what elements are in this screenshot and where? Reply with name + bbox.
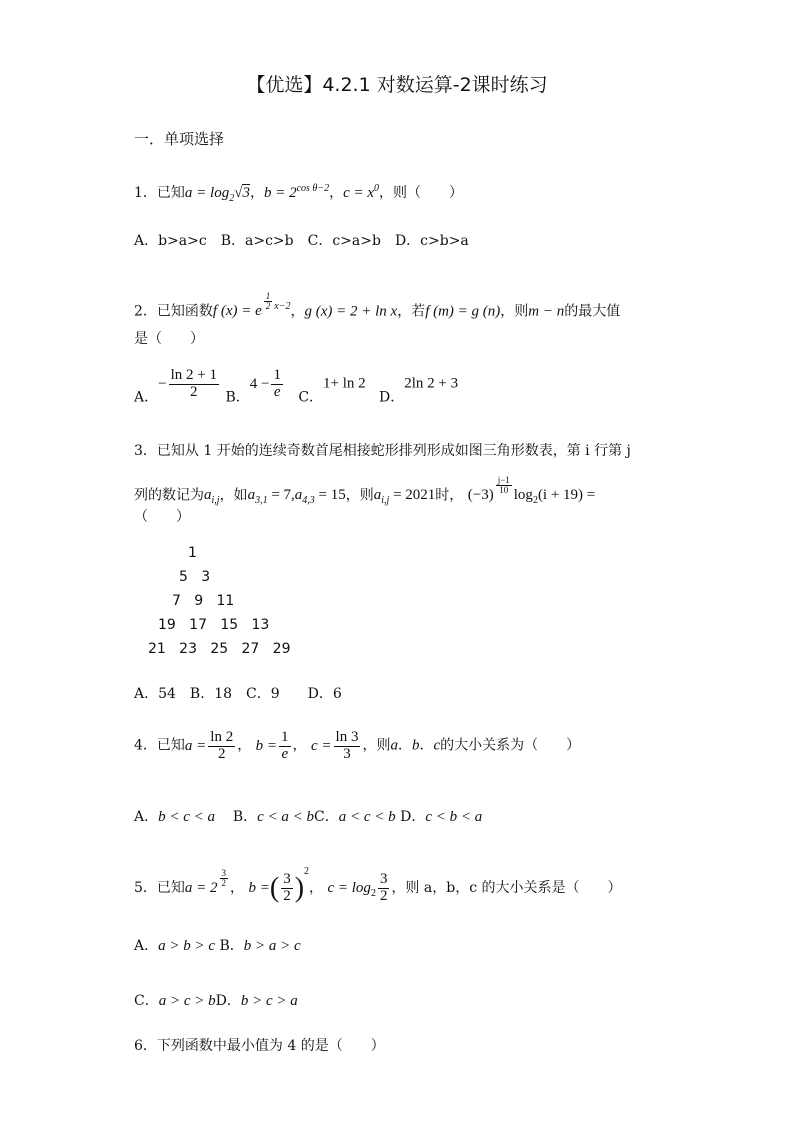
q1-c-formula: $c = x^0$: [343, 183, 380, 201]
q3-expression: (−3) $^{\frac{j-1}{10}}$ $\log_2(i + 19)$ =: [467, 475, 596, 507]
q2-options: [134, 368, 458, 407]
triangle-row-5: 21 23 25 27 29: [148, 641, 291, 657]
question-5: 5．已知a = 2 $^{\frac{3}{2}}$ ， b =( $\frac{3}{2}$ )$^2$， $c = \log_2$ $\frac{3}{2}$ ，则 a，b，c 的大小关系是（ ）: [134, 866, 622, 905]
q1-suffix: ，则（ ）: [379, 185, 464, 201]
q3-line3: （ ）: [134, 509, 190, 525]
q2-opt-a: − $\frac{\ln 2 + 1}{2}$: [158, 367, 217, 400]
q2-condition: f (m) = g (n): [425, 303, 501, 320]
q2-line2: 是（ ）: [134, 331, 204, 347]
q2-g-formula: g (x) = 2 + ln x: [304, 303, 398, 320]
q4-opt-d: c < b < a: [425, 809, 483, 825]
q4-a-formula: a = $\frac{\ln 2}{2}$: [184, 729, 234, 762]
q2-f-formula: f (x) = e $^{\frac{1}{2} x-2}$: [212, 291, 291, 320]
q3-condition: $a_{i,j} = 2021$: [373, 487, 436, 507]
q2-opt-d: 2ln 2 + 3: [404, 375, 459, 392]
q1-prefix: 1．已知: [134, 185, 185, 201]
q2-opt-c: 1+ ln 2: [323, 375, 366, 392]
q5-a-formula: a = 2 $^{\frac{3}{2}}$: [184, 867, 227, 896]
question-2: 2．已知函数f (x) = e $^{\frac{1}{2} x-2}$，g (x) = 2 + ln x，若f (m) = g (n)，则m − n的最大值: [134, 291, 621, 320]
q2-m-minus-n: m − n: [528, 303, 565, 320]
question-4: 4．已知a = $\frac{\ln 2}{2}$ ， b = $\frac{1}{e}$ ， c = $\frac{\ln 3}{3}$ ，则a．b．c的大小关系为（ ）: [134, 729, 581, 762]
q2-opt-b-label: B．: [225, 389, 250, 406]
q5-opt-d: b > c > a: [240, 993, 298, 1009]
question-6: 6．下列函数中最小值为 4 的是（ ）: [134, 1038, 385, 1054]
q5-b-formula: b =( $\frac{3}{2}$ )$^2$: [248, 866, 310, 905]
q2-opt-b: 4 − $\frac{1}{e}$: [249, 367, 281, 400]
triangle-row-1: 1: [188, 545, 197, 561]
q3-aij: $a_{i,j}$: [204, 487, 220, 507]
page-title: 【优选】4.2.1 对数运算-2课时练习: [246, 74, 548, 96]
q4-options: A．b < c < a B．c < a < bC．a < c < b D．c < b < a: [134, 809, 483, 825]
q5-opt-a: a > b > c: [158, 938, 216, 954]
q5-c-formula: $c = \log_2$ $\frac{3}{2}$: [327, 871, 388, 905]
triangle-row-4: 19 17 15 13: [158, 617, 270, 633]
q5-options-row2: C．a > c > bD．b > c > a: [134, 993, 298, 1009]
q4-opt-a: b < c < a: [158, 809, 216, 825]
q4-b-formula: b = $\frac{1}{e}$: [255, 729, 289, 762]
q2-prefix: 2．已知函数: [134, 303, 213, 320]
q3-example: $a_{3,1} = 7,a_{4,3} = 15$: [247, 487, 346, 507]
q3-line1: 3．已知从 1 开始的连续奇数首尾相接蛇形排列形成如图三角形数表，第 i 行第 j: [134, 443, 631, 459]
q4-c-formula: c = $\frac{\ln 3}{3}$: [311, 729, 359, 762]
section-heading: 一．单项选择: [134, 130, 225, 148]
q4-opt-b: c < a < b: [257, 809, 315, 825]
question-1: 1．已知$a = \log_2√3$，$b = 2^{cos \theta-2}$，$c = x^0$，则（ ）: [134, 183, 464, 204]
q5-options-row1: A．a > b > c B．b > a > c: [134, 938, 301, 954]
triangle-row-2: 5 3: [179, 569, 211, 585]
q1-options: A．b>a>c B．a>c>b C．c>a>b D．c>b>a: [134, 233, 469, 249]
triangle-row-3: 7 9 11: [172, 593, 235, 609]
q5-opt-b: b > a > c: [243, 938, 301, 954]
q2-opt-a-label: A．: [134, 389, 159, 406]
q3-line2: 列的数记为$a_{i,j}$，如$a_{3,1} = 7,a_{4,3} = 15$，则$a_{i,j} = 2021$时， (−3) $^{\frac{j-1}{10}}$ $\log_2(i + 19)$ =: [134, 475, 596, 507]
q3-options: A．54 B．18 C．9 D．6: [134, 686, 342, 702]
q2-opt-d-label: D．: [379, 389, 405, 406]
q2-opt-c-label: C．: [298, 389, 324, 406]
q4-opt-c: a < c < b: [338, 809, 396, 825]
q5-opt-c: a > c > b: [158, 993, 216, 1009]
q1-b-formula: $b = 2^{cos \theta-2}$: [263, 183, 330, 201]
q1-a-formula: $a = \log_2√3$: [184, 185, 250, 204]
